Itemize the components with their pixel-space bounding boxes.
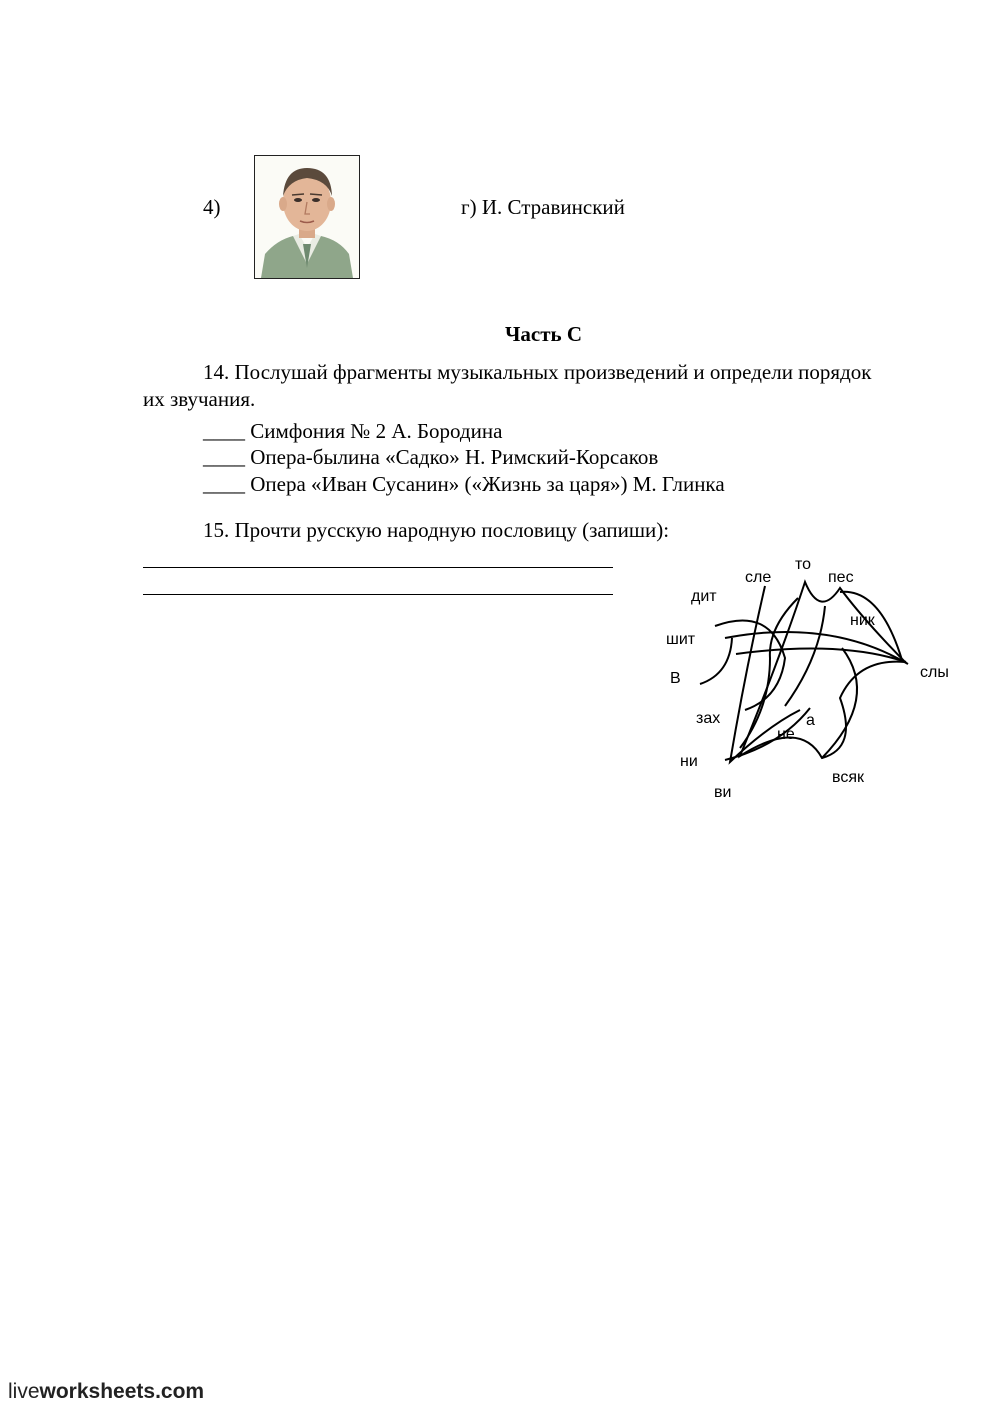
puzzle-word: а [806,712,815,729]
puzzle-word: всяк [832,769,864,786]
question-14-prompt-cont: их звучания. [143,387,256,411]
answer-item[interactable]: ____ Опера-былина «Садко» Н. Римский-Корсаков [203,445,659,469]
liveworksheets-logo [8,1380,204,1404]
puzzle-word: пес [828,569,854,586]
composer-portrait [254,155,360,279]
item-number: 4) [203,195,221,219]
answer-option-stravinsky: г) И. Стравинский [461,195,625,219]
puzzle-word: В [670,670,681,687]
puzzle-word: ни [680,753,698,770]
puzzle-word: ник [850,612,875,629]
question-15-prompt: 15. Прочти русскую народную пословицу (запиши): [203,518,670,542]
proverb-puzzle [650,548,970,808]
brand-suffix: .com [155,1380,205,1403]
section-title: Часть С [505,322,583,346]
puzzle-word: то [795,556,812,573]
puzzle-word: сле [745,569,772,586]
brand-prefix: live [8,1380,40,1403]
brand-main: worksheets [39,1380,156,1403]
answer-line[interactable] [143,567,613,568]
puzzle-word: не [777,726,795,743]
answer-line[interactable] [143,594,613,595]
puzzle-word: ви [714,784,732,801]
answer-item[interactable]: ____ Опера «Иван Сусанин» («Жизнь за царя») М. Глинка [203,472,725,496]
puzzle-word: шит [666,631,696,648]
question-14-prompt: 14. Послушай фрагменты музыкальных произведений и определи порядок [203,360,872,384]
puzzle-word: дит [691,588,717,605]
answer-item[interactable]: ____ Симфония № 2 А. Бородина [203,419,503,443]
puzzle-word: зах [696,710,721,727]
puzzle-word: слы [920,664,949,681]
